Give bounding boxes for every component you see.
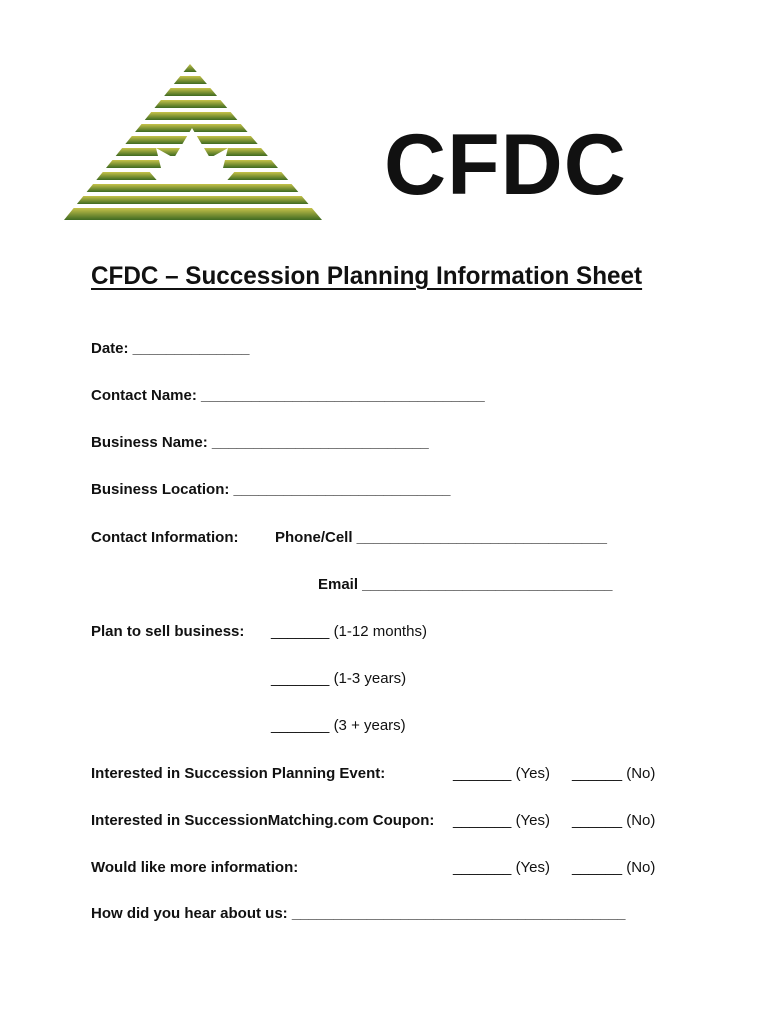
contact-information-label: Contact Information:: [91, 529, 239, 546]
plan-option-1-12-months[interactable]: _______ (1-12 months): [271, 623, 427, 640]
phone-field[interactable]: Phone/Cell ______________________________: [275, 529, 607, 546]
heard-about-us-field[interactable]: How did you hear about us: ________________________________________: [91, 905, 626, 922]
more-info-label: Would like more information:: [91, 859, 299, 876]
plan-option-3-plus-years[interactable]: _______ (3 + years): [271, 717, 406, 734]
business-name-field[interactable]: Business Name: __________________________: [91, 434, 429, 451]
plan-option-1-3-years[interactable]: _______ (1-3 years): [271, 670, 407, 687]
event-yes-option[interactable]: _______ (Yes): [453, 765, 551, 782]
plan-to-sell-label: Plan to sell business:: [91, 623, 245, 640]
page-title: CFDC – Succession Planning Information Sheet: [91, 262, 643, 290]
coupon-no-option[interactable]: ______ (No): [572, 812, 656, 829]
more-info-no-option[interactable]: ______ (No): [572, 859, 656, 876]
brand-wordmark: CFDC: [384, 117, 627, 213]
event-interest-label: Interested in Succession Planning Event:: [91, 765, 386, 782]
event-no-option[interactable]: ______ (No): [572, 765, 656, 782]
contact-name-field[interactable]: Contact Name: __________________________________: [91, 387, 485, 404]
email-field[interactable]: Email ______________________________: [318, 576, 613, 593]
coupon-interest-label: Interested in SuccessionMatching.com Coupon:: [91, 812, 435, 829]
more-info-yes-option[interactable]: _______ (Yes): [453, 859, 551, 876]
date-field[interactable]: Date: ______________: [91, 340, 250, 357]
coupon-yes-option[interactable]: _______ (Yes): [453, 812, 551, 829]
cfdc-logo: [64, 62, 324, 222]
business-location-field[interactable]: Business Location: __________________________: [91, 481, 451, 498]
